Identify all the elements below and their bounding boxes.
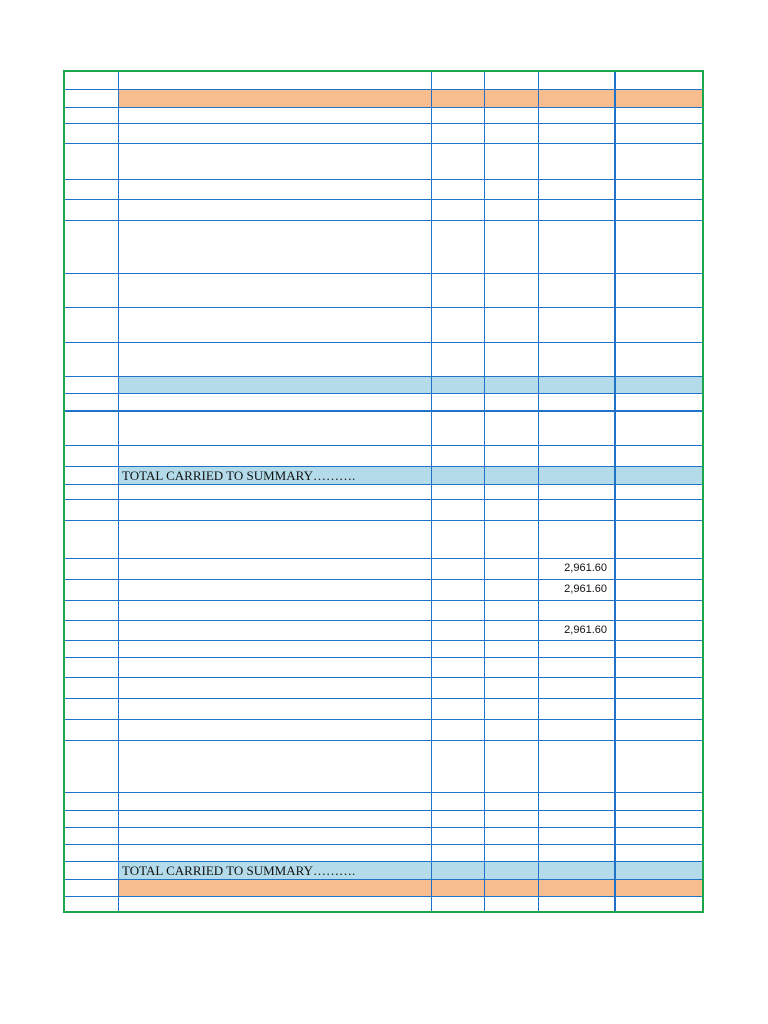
table-row [65, 144, 702, 180]
table-row [65, 828, 702, 845]
section-header-row [65, 880, 702, 897]
table-row [65, 500, 702, 521]
table-row [65, 699, 702, 720]
column-divider-rate [614, 72, 616, 911]
table-row [65, 180, 702, 200]
table-row [65, 108, 702, 124]
table-row [65, 559, 702, 580]
column-divider-item [118, 72, 119, 911]
amount-value: 2,961.60 [564, 583, 607, 595]
table-row [65, 720, 702, 741]
table-row [65, 658, 702, 678]
total-row [65, 467, 702, 485]
total-row [65, 862, 702, 880]
section-header-row [65, 90, 702, 108]
table-row [65, 485, 702, 500]
column-divider-quantity [484, 72, 485, 911]
table-row [65, 601, 702, 621]
table-row [65, 641, 702, 658]
table-row [65, 308, 702, 343]
table-row [65, 394, 702, 412]
total-carried-label: TOTAL CARRIED TO SUMMARY………. [122, 468, 356, 483]
total-carried-label: TOTAL CARRIED TO SUMMARY………. [122, 863, 356, 878]
table-row [65, 678, 702, 699]
table-row [65, 521, 702, 559]
table-row [65, 621, 702, 641]
subtotal-row [65, 377, 702, 394]
bill-of-quantities-sheet [63, 70, 704, 913]
table-row [65, 221, 702, 274]
table-row [65, 343, 702, 377]
table-row [65, 124, 702, 144]
column-divider-unit [538, 72, 539, 911]
table-row [65, 811, 702, 828]
table-row [65, 446, 702, 467]
amount-value: 2,961.60 [564, 624, 607, 636]
table-row [65, 72, 702, 90]
table-row [65, 412, 702, 446]
column-divider-description [431, 72, 432, 911]
table-row [65, 845, 702, 862]
table-row [65, 897, 702, 913]
table-row [65, 274, 702, 308]
amount-value: 2,961.60 [564, 562, 607, 574]
table-row [65, 580, 702, 601]
table-row [65, 200, 702, 221]
sheet-rows [65, 72, 702, 911]
table-row [65, 793, 702, 811]
table-row [65, 741, 702, 793]
